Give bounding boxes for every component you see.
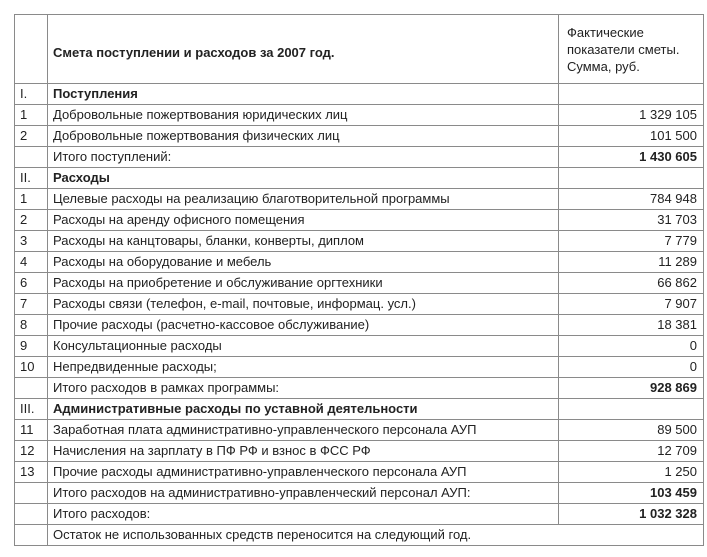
row-amount: [559, 399, 704, 420]
row-amount: 1 329 105: [559, 105, 704, 126]
header-number-cell: [15, 15, 48, 84]
row-amount: 18 381: [559, 315, 704, 336]
row-amount: 66 862: [559, 273, 704, 294]
row-amount: 89 500: [559, 420, 704, 441]
row-number: II.: [15, 168, 48, 189]
row-label: Расходы на приобретение и обслуживание оргтехники: [48, 273, 559, 294]
section-row: [15, 399, 704, 420]
note-row: [15, 525, 704, 546]
row-label: Расходы связи (телефон, e-mail, почтовые, информац. усл.): [48, 294, 559, 315]
section-title: Расходы: [48, 168, 559, 189]
table-row: [15, 126, 704, 147]
row-number: 6: [15, 273, 48, 294]
row-number: [15, 147, 48, 168]
row-number: 3: [15, 231, 48, 252]
row-amount: 1 250: [559, 462, 704, 483]
table-row: [15, 357, 704, 378]
total-label: Итого расходов в рамках программы:: [48, 378, 559, 399]
row-number: 11: [15, 420, 48, 441]
row-label: Расходы на канцтовары, бланки, конверты, диплом: [48, 231, 559, 252]
table-title: Смета поступлении и расходов за 2007 год.: [48, 15, 559, 84]
amount-column-header-line1: Фактические: [567, 24, 644, 40]
row-amount: 11 289: [559, 252, 704, 273]
row-amount: 7 907: [559, 294, 704, 315]
total-label: Итого расходов:: [48, 504, 559, 525]
section-row: [15, 168, 704, 189]
total-amount: 103 459: [559, 483, 704, 504]
table-row: [15, 252, 704, 273]
row-amount: 12 709: [559, 441, 704, 462]
row-label: Непредвиденные расходы;: [48, 357, 559, 378]
row-number: 9: [15, 336, 48, 357]
row-number: 4: [15, 252, 48, 273]
row-label: Заработная плата административно-управленческого персонала АУП: [48, 420, 559, 441]
total-row: [15, 483, 704, 504]
row-label: Расходы на оборудование и мебель: [48, 252, 559, 273]
section-row: [15, 84, 704, 105]
row-number: 13: [15, 462, 48, 483]
amount-column-header-line3: Сумма, руб.: [567, 58, 640, 74]
table-row: [15, 189, 704, 210]
table-row: [15, 315, 704, 336]
row-amount: 784 948: [559, 189, 704, 210]
row-number: [15, 483, 48, 504]
budget-table-body: [15, 15, 704, 546]
table-row: [15, 273, 704, 294]
row-label: Прочие расходы (расчетно-кассовое обслуживание): [48, 315, 559, 336]
row-number: [15, 504, 48, 525]
total-row: [15, 504, 704, 525]
row-amount: 0: [559, 336, 704, 357]
amount-column-header-line2: показатели сметы.: [567, 41, 680, 57]
row-label: Консультационные расходы: [48, 336, 559, 357]
row-number: [15, 525, 48, 546]
row-number: 8: [15, 315, 48, 336]
table-row: [15, 462, 704, 483]
table-row: [15, 420, 704, 441]
total-label: Итого поступлений:: [48, 147, 559, 168]
row-number: 1: [15, 105, 48, 126]
row-label: Добровольные пожертвования юридических лиц: [48, 105, 559, 126]
amount-column-header: [559, 15, 704, 84]
section-title: Поступления: [48, 84, 559, 105]
total-row: [15, 147, 704, 168]
row-number: 2: [15, 126, 48, 147]
table-row: [15, 294, 704, 315]
row-number: 2: [15, 210, 48, 231]
row-number: III.: [15, 399, 48, 420]
total-amount: 928 869: [559, 378, 704, 399]
row-number: 10: [15, 357, 48, 378]
table-row: [15, 105, 704, 126]
row-number: [15, 378, 48, 399]
row-label: Прочие расходы административно-управленческого персонала АУП: [48, 462, 559, 483]
row-label: Целевые расходы на реализацию благотворительной программы: [48, 189, 559, 210]
budget-table: [14, 14, 704, 546]
row-number: 7: [15, 294, 48, 315]
table-row: [15, 210, 704, 231]
row-number: 1: [15, 189, 48, 210]
section-title: Административные расходы по уставной деятельности: [48, 399, 559, 420]
note-text: Остаток не использованных средств переносится на следующий год.: [48, 525, 704, 546]
row-label: Расходы на аренду офисного помещения: [48, 210, 559, 231]
total-label: Итого расходов на административно-управленческий персонал АУП:: [48, 483, 559, 504]
row-label: Добровольные пожертвования физических лиц: [48, 126, 559, 147]
row-amount: 101 500: [559, 126, 704, 147]
table-row: [15, 441, 704, 462]
row-amount: [559, 168, 704, 189]
row-amount: 31 703: [559, 210, 704, 231]
row-amount: 7 779: [559, 231, 704, 252]
row-amount: 0: [559, 357, 704, 378]
row-number: I.: [15, 84, 48, 105]
row-number: 12: [15, 441, 48, 462]
total-row: [15, 378, 704, 399]
table-row: [15, 231, 704, 252]
row-amount: [559, 84, 704, 105]
table-row: [15, 336, 704, 357]
total-amount: 1 430 605: [559, 147, 704, 168]
table-header-row: [15, 15, 704, 84]
row-label: Начисления на зарплату в ПФ РФ и взнос в ФСС РФ: [48, 441, 559, 462]
total-amount: 1 032 328: [559, 504, 704, 525]
